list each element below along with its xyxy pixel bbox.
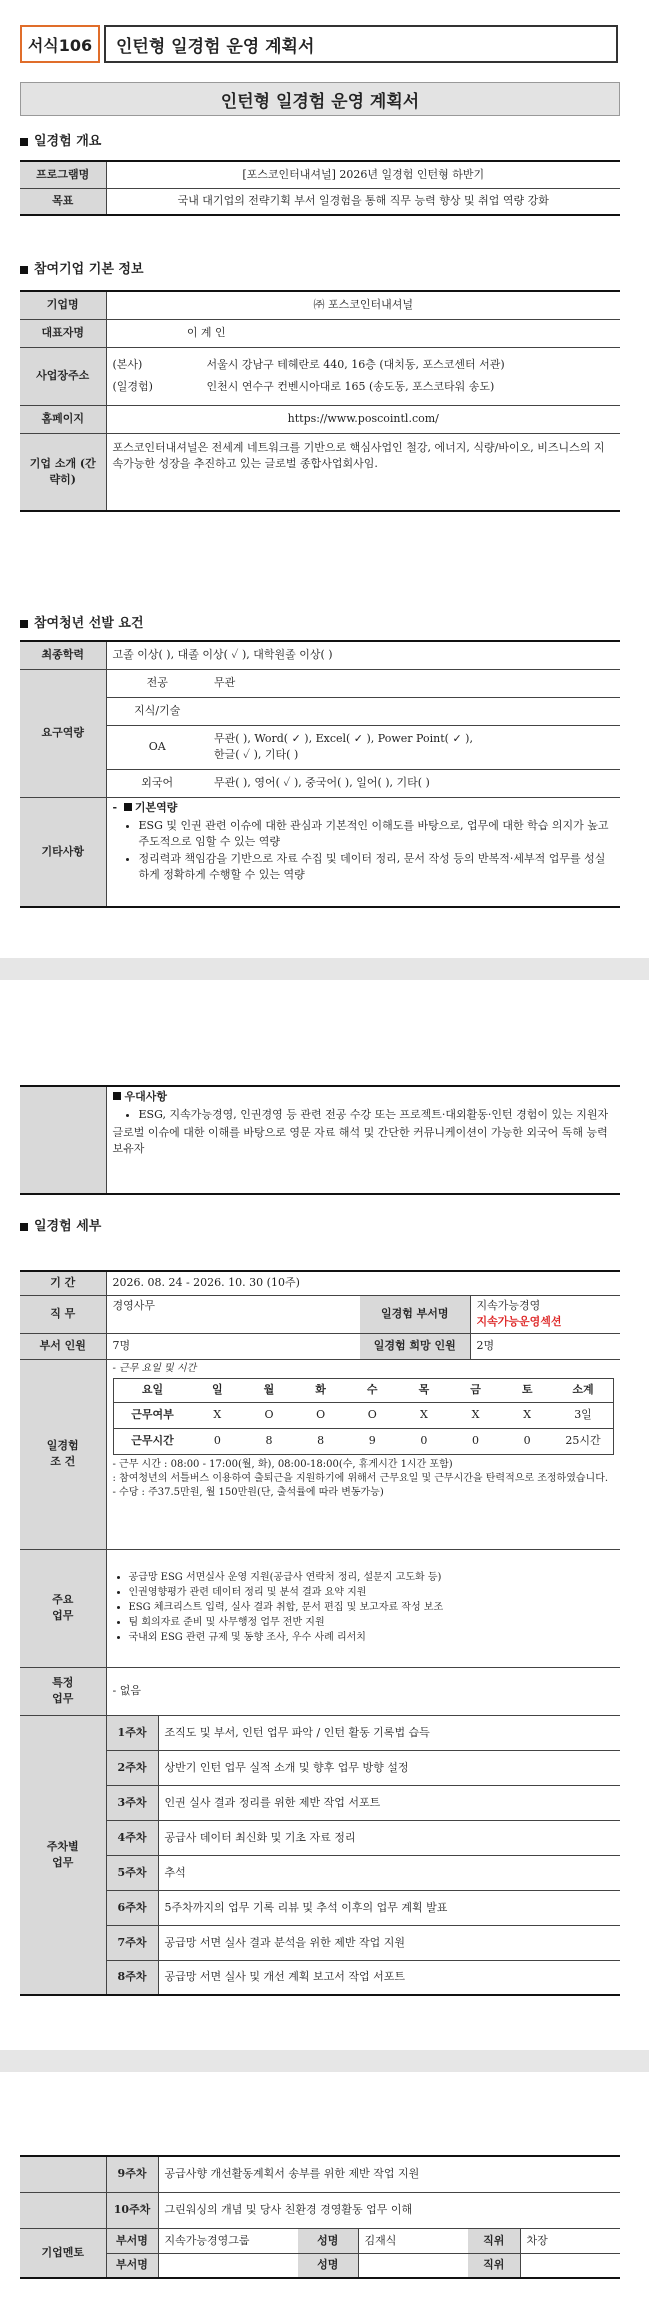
preferred-value [106, 1086, 620, 1194]
week-task: 그린워싱의 개념 및 당사 친환경 경영활동 업무 이해 [158, 2192, 620, 2228]
major-value: 무관 [208, 669, 620, 697]
skill-label: 지식/기술 [106, 697, 208, 725]
table-cell: 근무시간 [113, 1428, 192, 1454]
intro-value: 포스코인터내셔널은 전세계 네트워크를 기반으로 핵심사업인 철강, 에너지, 식량/바이오, 비즈니스의 지속가능한 성장을 추진하고 있는 글로벌 종합사업회사임. [106, 433, 620, 511]
staff-label: 부서 인원 [20, 1333, 106, 1359]
main-task-list [113, 1571, 615, 1645]
week-task: 공급망 서면 실사 및 개선 계획 보고서 작업 서포트 [158, 1960, 620, 1995]
table-cell: 소계 [553, 1378, 614, 1402]
table-cell: 금 [450, 1378, 502, 1402]
table-cell: 근무여부 [113, 1402, 192, 1428]
edu-value: 고졸 이상( ), 대졸 이상( ✓ ), 대학원졸 이상( ) [106, 641, 620, 669]
oa-label: OA [106, 725, 208, 769]
square-bullet-icon [20, 138, 28, 146]
mentor-pos-label: 직위 [468, 2228, 520, 2253]
cond-note-1: - 근무 시간 : 08:00 - 17:00(월, 화), 08:00-18:00(수, 휴게시간 1시간 포함) [112, 1458, 453, 1470]
table-cell: 0 [450, 1428, 502, 1454]
goal-value: 국내 대기업의 전략기획 부서 일경험을 통해 직무 능력 향상 및 취업 역량 강화 [106, 188, 620, 215]
hope-label: 일경험 희망 인원 [360, 1333, 470, 1359]
list-item: • 인권영향평가 관련 데이터 정리 및 분석 결과 요약 지원 [129, 1586, 615, 1600]
address-label: 사업장주소 [20, 347, 106, 405]
table-cell: 9 [346, 1428, 398, 1454]
table-row [20, 1820, 620, 1855]
hq-tag: (본사) [112, 358, 143, 371]
ceo-blank [306, 319, 620, 347]
cond-caption: - 근무 요일 및 시간 [112, 1362, 197, 1374]
oa-line-2: 한글( ✓ ), 기타( ) [214, 748, 299, 761]
oa-line-1: 무관( ), Word( ✓ ), Excel( ✓ ), Power Point( ✓ ), [214, 732, 473, 745]
table-cell: O [243, 1402, 295, 1428]
mentor-dept-value [158, 2253, 298, 2278]
table-cell: X [450, 1402, 502, 1428]
oa-value [208, 725, 620, 769]
page-break [0, 2050, 649, 2072]
week-label: 1주차 [106, 1715, 158, 1750]
site-address: 인천시 연수구 컨벤시아대로 165 (송도동, 포스코타워 송도) [206, 380, 495, 393]
work-row [113, 1402, 614, 1428]
dept-value-2: 지속가능운영섹션 [476, 1315, 562, 1328]
mentor-dept-label: 부서명 [106, 2228, 158, 2253]
lang-value: 무관( ), 영어( ✓ ), 중국어( ), 일어( ), 기타( ) [208, 769, 620, 797]
week-task: 공급사 데이터 최신화 및 기초 자료 정리 [158, 1820, 620, 1855]
preferred-table [20, 1085, 620, 1195]
other-value [106, 797, 620, 907]
table-cell: 8 [295, 1428, 347, 1454]
hq-address: 서울시 강남구 테헤란로 440, 16층 (대치동, 포스코센터 서관) [206, 358, 505, 371]
section-label: 일경험 세부 [34, 1219, 102, 1234]
table-row [20, 1750, 620, 1785]
week-label: 10주차 [106, 2192, 158, 2228]
mentor-dept-label: 부서명 [106, 2253, 158, 2278]
period-label: 기 간 [20, 1271, 106, 1295]
dept-value [470, 1295, 620, 1333]
job-label: 직 무 [20, 1295, 106, 1333]
list-item: • ESG 체크리스트 입력, 실사 결과 취합, 문서 편집 및 보고자료 작성 보조 [129, 1601, 615, 1615]
table-cell: 8 [243, 1428, 295, 1454]
table-row [20, 1855, 620, 1890]
table-row [20, 2192, 620, 2228]
other-label: 기타사항 [20, 797, 106, 907]
special-label: 특정 업무 [20, 1667, 106, 1715]
major-label: 전공 [106, 669, 208, 697]
preferred-list [113, 1107, 615, 1123]
list-item: • ESG, 지속가능경영, 인권경영 등 관련 전공 수강 또는 프로젝트·대외활동·인턴 경험이 있는 지원자 [139, 1107, 615, 1123]
square-bullet-icon [124, 803, 132, 811]
homepage-label: 홈페이지 [20, 405, 106, 433]
table-cell: 토 [501, 1378, 553, 1402]
mentor-dept-value: 지속가능경영그룹 [158, 2228, 298, 2253]
site-tag: (일경험) [112, 380, 153, 393]
mentor-name-label: 성명 [298, 2228, 358, 2253]
schedule-table [113, 1378, 615, 1455]
main-label: 주요 업무 [20, 1549, 106, 1667]
list-item: • 공급망 ESG 서면실사 운영 지원(공급사 연락처 정리, 설문지 고도화 등) [129, 1571, 615, 1585]
table-cell: 25시간 [553, 1428, 614, 1454]
preferred-extra: 글로벌 이슈에 대한 이해를 바탕으로 영문 자료 해석 및 간단한 커뮤니케이션이 가능한 외국어 독해 능력 보유자 [112, 1126, 608, 1155]
table-cell: O [346, 1402, 398, 1428]
week-label: 2주차 [106, 1750, 158, 1785]
main-value [106, 1549, 620, 1667]
table-cell: X [192, 1402, 244, 1428]
program-value: [포스코인터내셔널] 2026년 일경험 인턴형 하반기 [106, 161, 620, 188]
period-value: 2026. 08. 24 - 2026. 10. 30 (10주) [106, 1271, 620, 1295]
company-table [20, 290, 620, 512]
detail-table [20, 1270, 620, 1996]
table-row [20, 1925, 620, 1960]
table-row [20, 1960, 620, 1995]
mentor-label: 기업멘토 [20, 2228, 106, 2278]
section-title-company [20, 258, 144, 277]
mentor-pos-label: 직위 [468, 2253, 520, 2278]
week-label: 6주차 [106, 1890, 158, 1925]
square-bullet-icon [20, 620, 28, 628]
mentor-pos-value: 차장 [520, 2228, 620, 2253]
table-cell: 화 [295, 1378, 347, 1402]
week-task: 추석 [158, 1855, 620, 1890]
table-cell: 0 [501, 1428, 553, 1454]
section-label: 참여기업 기본 정보 [34, 262, 144, 277]
section-title-overview [20, 130, 101, 149]
week-label: 3주차 [106, 1785, 158, 1820]
section-label: 일경험 개요 [34, 134, 102, 149]
week-label: 4주차 [106, 1820, 158, 1855]
table-cell: 요일 [113, 1378, 192, 1402]
basic-ability-heading: - 기본역량 [112, 800, 178, 814]
weekly-label: 주차별 업무 [20, 1715, 106, 1995]
square-bullet-icon [20, 1223, 28, 1231]
table-row [20, 2228, 620, 2253]
ceo-label: 대표자명 [20, 319, 106, 347]
cond-label: 일경험 조 건 [20, 1359, 106, 1549]
week-label: 8주차 [106, 1960, 158, 1995]
week-task: 5주차까지의 업무 기록 리뷰 및 추석 이후의 업무 계획 발표 [158, 1890, 620, 1925]
week-label: 7주차 [106, 1925, 158, 1960]
table-row [20, 2156, 620, 2192]
job-value: 경영사무 [106, 1295, 360, 1333]
week-task: 조직도 및 부서, 인턴 업무 파악 / 인턴 활동 기록법 습득 [158, 1715, 620, 1750]
special-value: - 없음 [106, 1667, 620, 1715]
page-break [0, 958, 649, 980]
edu-label: 최종학력 [20, 641, 106, 669]
preferred-blank-label [20, 1086, 106, 1194]
table-row [20, 1890, 620, 1925]
weekly-blank-label [20, 2156, 106, 2192]
section-title-detail [20, 1215, 101, 1234]
hours-row [113, 1428, 614, 1454]
table-cell: 0 [192, 1428, 244, 1454]
requirements-table [20, 640, 620, 908]
basic-ability-title: 기본역량 [134, 800, 178, 814]
section-title-requirements [20, 612, 144, 631]
cond-note-2: : 참여청년의 서틀버스 이용하여 출퇴근을 지원하기에 위해서 근무요일 및 근무시간을 탄력적으로 조정하였습니다. [112, 1472, 609, 1484]
table-cell: 목 [398, 1378, 450, 1402]
ability-label: 요구역량 [20, 669, 106, 797]
week-task: 공급사향 개선활동계획서 송부를 위한 제반 작업 지원 [158, 2156, 620, 2192]
staff-value: 7명 [106, 1333, 360, 1359]
company-name-label: 기업명 [20, 291, 106, 319]
hope-value: 2명 [470, 1333, 620, 1359]
weekly-blank-label [20, 2192, 106, 2228]
week-task: 상반기 인턴 업무 실적 소개 및 향후 업무 방향 설정 [158, 1750, 620, 1785]
week-task: 인권 실사 결과 정리를 위한 제반 작업 서포트 [158, 1785, 620, 1820]
homepage-link[interactable]: https://www.poscointl.com/ [106, 405, 620, 433]
table-cell: X [398, 1402, 450, 1428]
dept-value-1: 지속가능경영 [476, 1299, 541, 1312]
table-cell: 수 [346, 1378, 398, 1402]
lang-label: 외국어 [106, 769, 208, 797]
table-cell: X [501, 1402, 553, 1428]
mentor-name-value [358, 2253, 468, 2278]
table-cell: 월 [243, 1378, 295, 1402]
list-item: • 정리력과 책임감을 기반으로 자료 수집 및 데이터 정리, 문서 작성 등의 반복적·세부적 업무를 성실하게 정확하게 수행할 수 있는 역량 [139, 851, 615, 883]
overview-table [20, 160, 620, 216]
mentor-pos-value [520, 2253, 620, 2278]
table-cell: 3일 [553, 1402, 614, 1428]
form-title: 인턴형 일경험 운영 계획서 [104, 25, 618, 63]
week-label: 9주차 [106, 2156, 158, 2192]
week-task: 공급망 서면 실사 결과 분석을 위한 제반 작업 지원 [158, 1925, 620, 1960]
list-item: • ESG 및 인권 관련 이슈에 대한 관심과 기본적인 이해도를 바탕으로, 업무에 대한 학습 의지가 높고 주도적으로 임할 수 있는 역량 [139, 818, 615, 850]
week-label: 5주차 [106, 1855, 158, 1890]
table-cell: O [295, 1402, 347, 1428]
title-banner: 인턴형 일경험 운영 계획서 [20, 82, 620, 116]
goal-label: 목표 [20, 188, 106, 215]
list-item: • 국내외 ESG 관련 규제 및 동향 조사, 우수 사례 리서치 [129, 1631, 615, 1645]
dept-label: 일경험 부서명 [360, 1295, 470, 1333]
preferred-title: 우대사항 [124, 1090, 168, 1103]
basic-ability-list [113, 818, 615, 883]
cond-note-3: - 수당 : 주37.5만원, 월 150만원(단, 출석률에 따라 변동가능) [112, 1486, 384, 1498]
square-bullet-icon [113, 1092, 121, 1100]
table-row [20, 1785, 620, 1820]
table-row [20, 1715, 620, 1750]
list-item: • 팀 회의자료 준비 및 사무행정 업무 전반 지원 [129, 1616, 615, 1630]
company-name-value: ㈜ 포스코인터내셔널 [106, 291, 620, 319]
square-bullet-icon [20, 266, 28, 274]
program-label: 프로그램명 [20, 161, 106, 188]
table-cell: 0 [398, 1428, 450, 1454]
detail-continued-table [20, 2155, 620, 2279]
intro-label: 기업 소개 (간략히) [20, 433, 106, 511]
ceo-value: 이 계 인 [106, 319, 306, 347]
mentor-name-value: 김재식 [358, 2228, 468, 2253]
table-cell: 일 [192, 1378, 244, 1402]
address-value [106, 347, 620, 405]
mentor-name-label: 성명 [298, 2253, 358, 2278]
section-label: 참여청년 선발 요건 [34, 616, 144, 631]
days-header-row [113, 1378, 614, 1402]
preferred-heading [113, 1089, 615, 1105]
skill-value [208, 697, 620, 725]
form-badge: 서식106 [20, 25, 100, 63]
table-row [20, 2253, 620, 2278]
cond-value [106, 1359, 620, 1549]
